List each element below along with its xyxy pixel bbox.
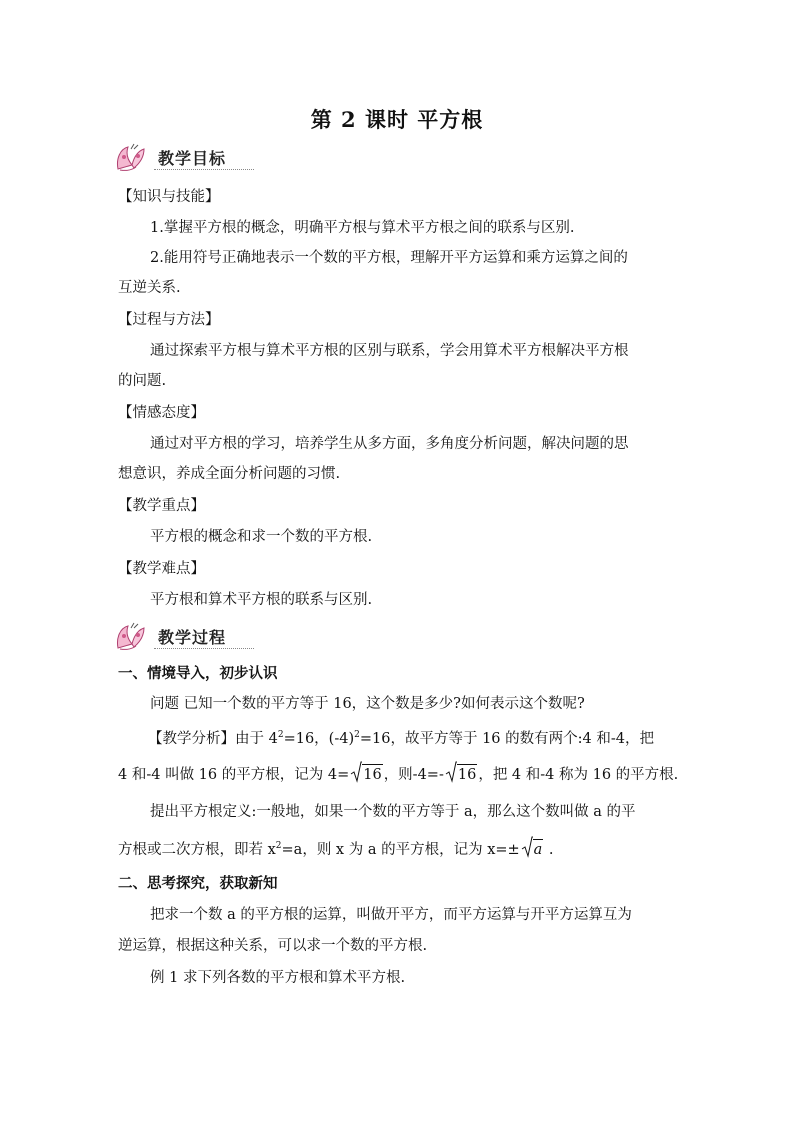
analysis-line-1 bbox=[148, 725, 654, 749]
method-text-cont: 的问题. bbox=[118, 373, 167, 389]
banner-divider bbox=[154, 648, 254, 649]
method-header: 【过程与方法】 bbox=[118, 312, 220, 328]
radicand: a bbox=[533, 839, 544, 860]
analysis-text: =16，故平方等于 16 的数有两个:4 和-4，把 bbox=[359, 731, 654, 747]
example-1: 例 1 求下列各数的平方根和算术平方根. bbox=[150, 970, 406, 986]
radicand: 16 bbox=[457, 764, 477, 785]
page-title: 第 2 课时 平方根 bbox=[310, 107, 484, 132]
analysis-text: ，则-4=- bbox=[383, 767, 444, 783]
process-banner bbox=[114, 622, 254, 652]
definition-text: 提出平方根定义:一般地，如果一个数的平方等于 a，那么这个数叫做 a 的平 bbox=[150, 804, 636, 820]
explore-text: 把求一个数 a 的平方根的运算，叫做开平方，而平方运算与开平方运算互为 bbox=[150, 907, 632, 923]
butterfly-icon bbox=[114, 622, 156, 652]
butterfly-icon bbox=[114, 143, 156, 173]
key-point-header: 【教学重点】 bbox=[118, 498, 205, 514]
analysis-text: =16，(-4) bbox=[283, 731, 355, 747]
exponent: 2 bbox=[277, 730, 284, 740]
radical-sign-icon bbox=[350, 761, 362, 783]
square-root bbox=[350, 764, 382, 785]
definition-line-2 bbox=[118, 836, 554, 860]
method-text: 通过探索平方根与算术平方根的区别与联系，学会用算术平方根解决平方根 bbox=[150, 343, 629, 359]
section-1-title: 一、情境导入，初步认识 bbox=[118, 666, 278, 682]
analysis-text: 4 和-4 叫做 16 的平方根，记为 4= bbox=[118, 767, 350, 783]
analysis-text: ，把 4 和-4 称为 16 的平方根. bbox=[478, 767, 679, 783]
square-root bbox=[445, 764, 477, 785]
radical-sign-icon bbox=[445, 761, 457, 783]
knowledge-item-2-cont: 互逆关系. bbox=[118, 280, 181, 296]
definition-text: . bbox=[544, 842, 554, 858]
square-root bbox=[521, 839, 544, 860]
question-text: 问题 已知一个数的平方等于 16，这个数是多少?如何表示这个数呢? bbox=[150, 696, 585, 712]
attitude-text-cont: 想意识，养成全面分析问题的习惯. bbox=[118, 466, 341, 482]
attitude-header: 【情感态度】 bbox=[118, 405, 205, 421]
radicand: 16 bbox=[362, 764, 382, 785]
definition-text: =a，则 x 为 a 的平方根，记为 x=± bbox=[281, 842, 520, 858]
difficulty-text: 平方根和算术平方根的联系与区别. bbox=[150, 592, 373, 608]
objectives-banner bbox=[114, 143, 254, 173]
attitude-text: 通过对平方根的学习，培养学生从多方面，多角度分析问题，解决问题的思 bbox=[150, 436, 629, 452]
explore-text-cont: 逆运算，根据这种关系，可以求一个数的平方根. bbox=[118, 938, 428, 954]
process-banner-label: 教学过程 bbox=[158, 628, 227, 647]
knowledge-item-2: 2.能用符号正确地表示一个数的平方根，理解开平方运算和乘方运算之间的 bbox=[150, 250, 628, 266]
exponent: 2 bbox=[354, 730, 360, 740]
exponent: 2 bbox=[275, 841, 282, 851]
objectives-banner-label: 教学目标 bbox=[158, 149, 227, 168]
radical-sign-icon bbox=[521, 836, 533, 858]
knowledge-header: 【知识与技能】 bbox=[118, 189, 220, 205]
definition-text: 方根或二次方根，即若 x bbox=[118, 842, 276, 858]
section-2-title: 二、思考探究，获取新知 bbox=[118, 876, 278, 892]
key-point-text: 平方根的概念和求一个数的平方根. bbox=[150, 529, 373, 545]
knowledge-item-1: 1.掌握平方根的概念，明确平方根与算术平方根之间的联系与区别. bbox=[150, 220, 575, 236]
analysis-text: 【教学分析】由于 4 bbox=[148, 731, 278, 747]
difficulty-header: 【教学难点】 bbox=[118, 561, 205, 577]
banner-divider bbox=[154, 169, 254, 170]
analysis-line-2 bbox=[118, 764, 678, 785]
